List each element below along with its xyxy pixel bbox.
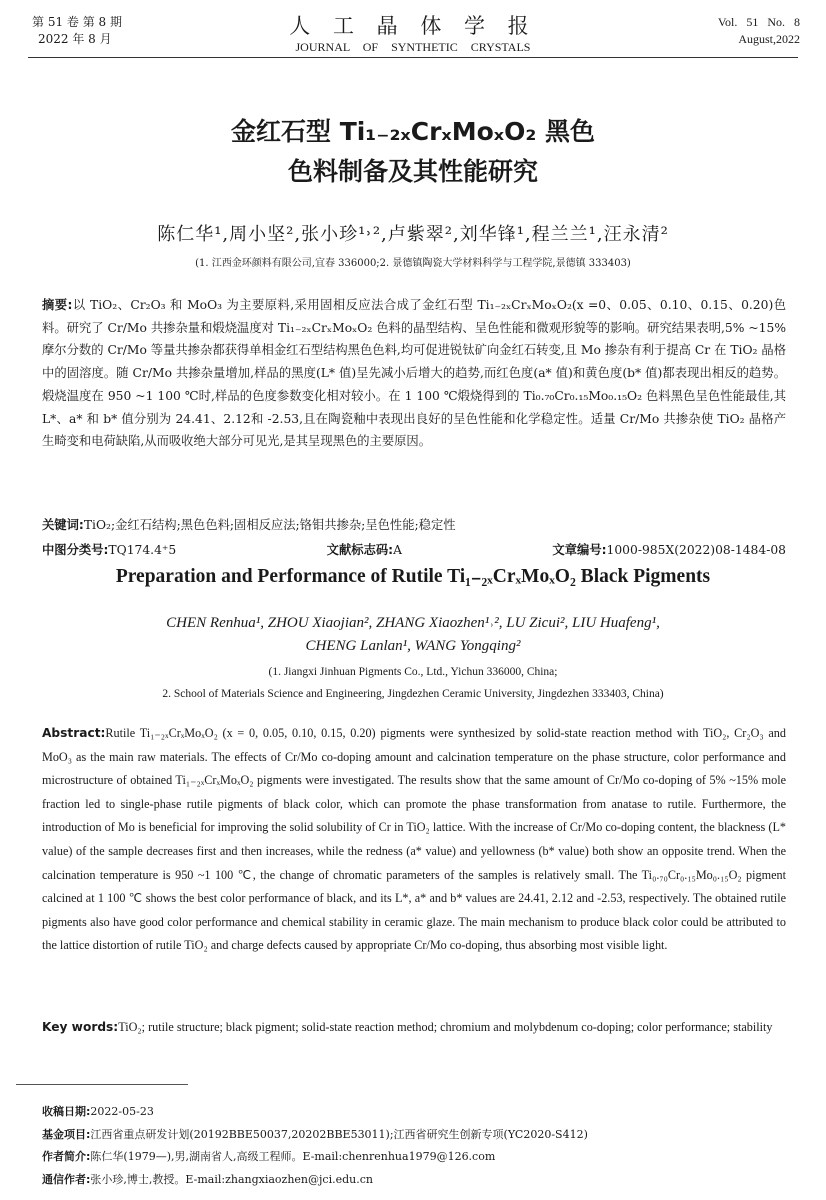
volume-en: Vol. 51 No. 8 — [717, 15, 800, 29]
journal-title-cn: 人 工 晶 体 学 报 — [289, 14, 537, 38]
clc-number — [42, 540, 176, 558]
authors-en-line: CHENG Lanlan¹, WANG Yongqing² — [305, 638, 521, 654]
abstract-cn — [42, 294, 786, 453]
footnote-text: 陈仁华(1979—),男,湖南省人,高级工程师。E-mail:chenrenhua1979@126.com — [90, 1150, 496, 1163]
abstract-en — [42, 722, 786, 958]
id-value: 1000-985X(2022)08-1484-08 — [606, 543, 786, 557]
volume-cn: 第 51 卷 第 8 期 — [32, 15, 122, 29]
date-en: August,2022 — [738, 32, 800, 46]
affiliation-en-line: 2. School of Materials Science and Engineering, Jingdezhen Ceramic University, Jingdezhen 333403, China) — [162, 688, 664, 700]
abstract-en-label: Abstract: — [42, 726, 106, 740]
keywords-en — [42, 1016, 786, 1040]
authors-en-line: CHEN Renhua¹, ZHOU Xiaojian², ZHANG Xiaozhen¹˒², LU Zicui², LIU Huafeng¹, — [166, 615, 660, 631]
footnote-label: 收稿日期: — [42, 1105, 91, 1118]
clc-value: TQ174.4⁺5 — [108, 543, 177, 557]
affiliation-en — [0, 661, 826, 705]
footnote-label: 通信作者: — [42, 1172, 91, 1186]
authors-en — [0, 612, 826, 658]
affiliation-en-line: (1. Jiangxi Jinhuan Pigments Co., Ltd., Yichun 336000, China; — [268, 666, 558, 678]
footnote-label: 基金项目: — [42, 1127, 91, 1141]
clc-label: 中图分类号: — [42, 543, 109, 557]
abstract-cn-label: 摘要: — [42, 298, 73, 312]
header-right — [718, 14, 800, 48]
title-cn-line: 色料制备及其性能研究 — [287, 157, 538, 186]
doc-label: 文献标志码: — [326, 543, 394, 557]
header-rule — [28, 57, 798, 58]
doc-value: A — [393, 543, 402, 557]
journal-title-en: JOURNAL OF SYNTHETIC CRYSTALS — [295, 40, 531, 54]
classification-row — [42, 540, 786, 558]
abstract-en-text: Rutile Ti₁₋₂ₓCrₓMoₓO₂ (x = 0, 0.05, 0.10, 0.15, 0.20) pigments were synthesized by solid-state reaction method with TiO₂, Cr₂O₃ and MoO₃ as the main raw materials. The effects of Cr/Mo co-doping amount and calcination temperature on the phase structure, color performance and microstructure of obtained Ti₁₋₂ₓCrₓMoₓO₂ pigments were investigated. The results show that the same amount of Cr/Mo co-doping of 5% ~15% mole fraction led to single-phase rutile pigments of black color, which can promote the phase transformation from anatase to rutile. Furthermore, the introduction of Mo is beneficial for improving the solid solubility of Cr in TiO₂ lattice. With the increase of Cr/Mo co-doping content, the blackness (L* value) of the sample decreases first and then increases, while the redness (a* value) and yellowness (b* value) both show an opposite trend. When the calcination temperature is 950 ~1 100 ℃, the change of chromatic parameters of the samples is relatively small. The Ti₀.₇₀Cr₀.₁₅Mo₀.₁₅O₂ pigment calcined at 1 100 ℃ shows the best color performance of black, and its L*, a* and b* values are 24.41, 2.12 and -2.53, respectively. The obtained rutile pigments also have good color performance and chemical stability in ceramic glaze. The main mechanism to produce black color could be attributed to the lattice distortion of rutile TiO₂ and charge defects caused by appropriate Cr/Mo co-doping, thus absorbing most visible light. — [42, 726, 786, 953]
date-cn: 2022 年 8 月 — [38, 32, 112, 46]
footnote-corresponding — [42, 1169, 588, 1192]
footnote-received — [42, 1101, 588, 1124]
footnote-text: 2022-05-23 — [90, 1105, 154, 1118]
authors-cn: 陈仁华¹,周小坚²,张小珍¹˒²,卢紫翠²,刘华锋¹,程兰兰¹,汪永清² — [157, 224, 669, 245]
footnotes — [42, 1101, 588, 1191]
title-en: Preparation and Performance of Rutile Ti₁₋₂ₓCrₓMoₓO₂ Black Pigments — [115, 566, 711, 587]
keywords-en-label: Key words: — [42, 1020, 119, 1034]
footnote-rule — [16, 1084, 188, 1085]
footnote-funding — [42, 1124, 588, 1147]
article-id — [552, 540, 786, 558]
abstract-cn-text: 以 TiO₂、Cr₂O₃ 和 MoO₃ 为主要原料,采用固相反应法合成了金红石型 Ti₁₋₂ₓCrₓMoₓO₂(x =0、0.05、0.10、0.15、0.20)色料。研究了 Cr/Mo 共掺杂量和煅烧温度对 Ti₁₋₂ₓCrₓMoₓO₂ 色料的晶型结构、呈色性能和微观形貌等的影响。研究结果表明,5% ~15% 摩尔分数的 Cr/Mo 等量共掺杂都获得单相金红石型结构黑色色料,均可促进锐钛矿向金红石转变,且 Mo 掺杂有利于提高 Cr 在 TiO₂ 晶格中的固溶度。随 Cr/Mo 共掺杂量增加,样品的黑度(L* 值)呈先减小后增大的趋势,而红色度(a* 值)和黄色度(b* 值)都表现出相反的趋势。煅烧温度在 950 ~1 100 ℃时,样品的色度参数变化相对较小。在 1 100 ℃煅烧得到的 Ti₀.₇₀Cr₀.₁₅Mo₀.₁₅O₂ 色料黑色呈色性能最佳,其 L*、a* 和 b* 值分别为 24.41、2.12和 -2.53,且在陶瓷釉中表现出良好的呈色性能和化学稳定性。适量 Cr/Mo 共掺杂使 TiO₂ 晶格产生畸变和电荷缺陷,从而吸收绝大部分可见光,是其呈现黑色的主要原因。 — [42, 298, 786, 449]
footnote-author-bio — [42, 1146, 588, 1169]
title-cn — [0, 112, 826, 192]
keywords-en-text: TiO₂; rutile structure; black pigment; solid-state reaction method; chromium and molybdenum co-doping; color performance; stability — [118, 1020, 773, 1034]
footnote-text: 张小珍,博士,教授。E-mail:zhangxiaozhen@jci.edu.cn — [90, 1172, 373, 1186]
affiliation-cn: (1. 江西金环颜料有限公司,宜春 336000;2. 景德镇陶瓷大学材料科学与工程学院,景德镇 333403) — [195, 258, 631, 269]
footnote-text: 江西省重点研发计划(20192BBE50037,20202BBE53011);江西省研究生创新专项(YC2020-S412) — [90, 1127, 588, 1141]
document-code — [327, 540, 402, 558]
keywords-cn-label: 关键词: — [42, 518, 84, 532]
footnote-label: 作者简介: — [42, 1150, 91, 1163]
keywords-cn-text: TiO₂;金红石结构;黑色色料;固相反应法;铬钼共掺杂;呈色性能;稳定性 — [83, 518, 456, 532]
keywords-cn — [42, 515, 456, 533]
id-label: 文章编号: — [552, 543, 607, 557]
title-cn-line: 金红石型 Ti₁₋₂ₓCrₓMoₓO₂ 黑色 — [230, 117, 595, 146]
header-center — [0, 10, 826, 55]
